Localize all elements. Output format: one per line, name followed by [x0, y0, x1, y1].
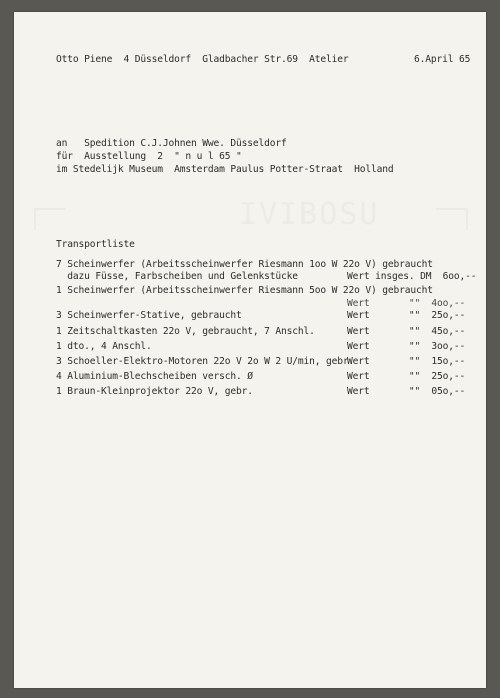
list-row-2-value: Wert "" 4oo,-- [347, 298, 466, 309]
list-row-7-desc: 4 Aluminium-Blechscheiben versch. Ø [56, 371, 253, 382]
list-row-2-desc: 1 Scheinwerfer (Arbeitsscheinwerfer Riesmann 5oo W 22o V) gebraucht [56, 285, 433, 296]
list-row-4-desc: 1 Zeitschaltkasten 22o V, gebraucht, 7 Anschl. [56, 326, 315, 337]
list-row-6-value: Wert "" 15o,-- [347, 356, 466, 367]
list-row-5-desc: 1 dto., 4 Anschl. [56, 341, 152, 352]
address-recipient: an Spedition C.J.Johnen Wwe. Düsseldorf [56, 138, 287, 149]
address-venue: im Stedelijk Museum Amsterdam Paulus Potter-Straat Holland [56, 164, 394, 175]
list-row-7-value: Wert "" 25o,-- [347, 371, 466, 382]
list-row-8-value: Wert "" 05o,-- [347, 386, 466, 397]
list-row-5-value: Wert "" 3oo,-- [347, 341, 466, 352]
list-row-1-desc2: dazu Füsse, Farbscheiben und Gelenkstücke [56, 271, 298, 282]
list-row-3-value: Wert "" 25o,-- [347, 310, 466, 321]
list-row-6-desc: 3 Schoeller-Elektro-Motoren 22o V 2o W 2 U/min, gebr. [56, 356, 355, 367]
bleed-through-mark-right [436, 208, 468, 230]
list-title: Transportliste [56, 239, 135, 250]
typewritten-letter-page [14, 12, 486, 688]
list-row-8-desc: 1 Braun-Kleinprojektor 22o V, gebr. [56, 386, 253, 397]
list-row-4-value: Wert "" 45o,-- [347, 326, 466, 337]
list-row-1-value: Wert insges. DM 6oo,-- [347, 271, 477, 282]
list-row-1-desc: 7 Scheinwerfer (Arbeitsscheinwerfer Riesmann 1oo W 22o V) gebraucht [56, 259, 433, 270]
sender-line: Otto Piene 4 Düsseldorf Gladbacher Str.69 Atelier [56, 54, 349, 65]
address-exhibition: für Ausstellung 2 " n u l 65 " [56, 151, 242, 162]
bleed-through-text: IVIBOSU [239, 197, 380, 232]
letter-date: 6.April 65 [414, 54, 471, 65]
bleed-through-mark-left [34, 208, 66, 230]
list-row-3-desc: 3 Scheinwerfer-Stative, gebraucht [56, 310, 242, 321]
